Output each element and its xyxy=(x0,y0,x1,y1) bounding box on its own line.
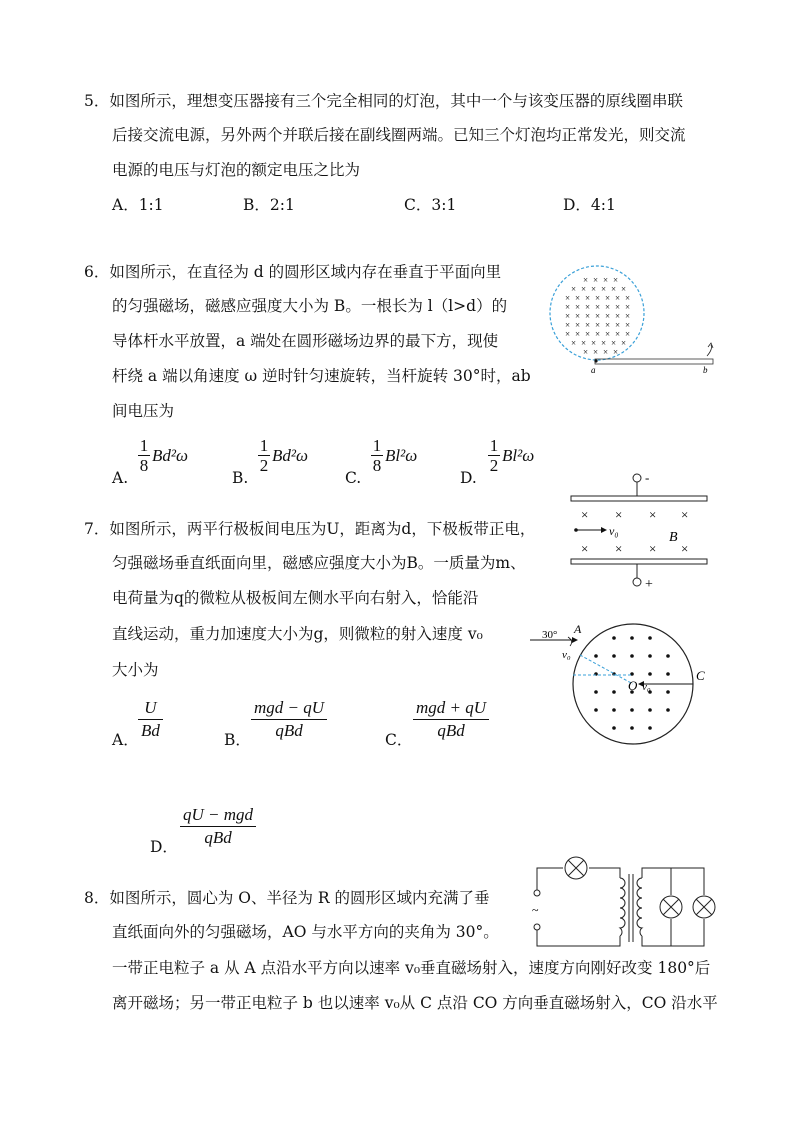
field-cross: × xyxy=(575,311,581,321)
field-dot xyxy=(630,726,634,730)
svg-text:×: × xyxy=(615,507,623,522)
q6-line-2: 的匀强磁场，磁感应强度大小为 B。一根长为 l（l>d）的 xyxy=(112,297,508,315)
field-cross: × xyxy=(575,320,581,330)
rotation-arrow-head xyxy=(708,343,713,348)
q7-parallel-plates-figure xyxy=(565,467,715,597)
secondary-coil xyxy=(637,878,642,936)
v0-c-label: v₀ xyxy=(642,681,651,693)
field-cross: × xyxy=(585,302,591,312)
q7-option-b-formula xyxy=(251,697,327,742)
field-cross: × xyxy=(565,311,571,321)
minus-label: - xyxy=(645,470,650,485)
q5-line-3: 电源的电压与灯泡的额定电压之比为 xyxy=(112,161,361,179)
field-cross: × xyxy=(615,302,621,312)
field-cross: × xyxy=(565,320,571,330)
field-dot xyxy=(594,690,598,694)
v0-label: v₀ xyxy=(609,524,619,538)
field-cross: × xyxy=(625,302,631,312)
q7-option-a-letter[interactable]: A． xyxy=(112,731,139,749)
field-dot xyxy=(648,654,652,658)
field-cross: × xyxy=(611,338,617,348)
q7-a-den: Bd xyxy=(141,721,160,740)
field-cross: × xyxy=(585,329,591,339)
q7-b-den: qBd xyxy=(275,721,303,740)
q6-option-d-letter[interactable]: D. xyxy=(460,469,477,487)
transformer-circuit-figure xyxy=(528,850,718,955)
field-cross: × xyxy=(625,320,631,330)
q6-c-den: 8 xyxy=(372,456,382,475)
field-cross: × xyxy=(625,329,631,339)
field-dot xyxy=(612,726,616,730)
q6-b-den: 2 xyxy=(259,456,269,475)
field-dot xyxy=(630,654,634,658)
pivot-point xyxy=(594,359,597,362)
svg-text:×: × xyxy=(681,541,689,556)
q7-option-b-letter[interactable]: B． xyxy=(224,731,251,749)
q8-line-2: 直纸面向外的匀强磁场，AO 与水平方向的夹角为 30°。 xyxy=(112,923,499,941)
field-cross: × xyxy=(583,347,589,357)
label-b: b xyxy=(703,365,708,375)
svg-text:×: × xyxy=(615,541,623,556)
field-cross: × xyxy=(571,284,577,294)
q6-b-num: 1 xyxy=(259,436,269,455)
field-cross: × xyxy=(585,320,591,330)
field-cross: × xyxy=(625,311,631,321)
field-cross: × xyxy=(615,311,621,321)
q6-c-expr: Bl²ω xyxy=(385,445,418,465)
svg-text:×: × xyxy=(649,507,657,522)
svg-text:×: × xyxy=(581,541,589,556)
field-dot xyxy=(594,654,598,658)
q7-option-c-formula xyxy=(413,697,489,742)
field-cross: × xyxy=(593,275,599,285)
field-dot xyxy=(612,708,616,712)
field-cross: × xyxy=(595,302,601,312)
field-dot xyxy=(612,636,616,640)
q8-line-4: 离开磁场；另一带正电粒子 b 也以速率 v₀从 C 点沿 CO 方向垂直磁场射入，CO 沿水平 xyxy=(112,994,718,1012)
bottom-terminal xyxy=(633,578,641,586)
field-dot xyxy=(594,708,598,712)
field-cross: × xyxy=(605,311,611,321)
q8-circle-field-figure xyxy=(530,600,720,770)
q7-c-den: qBd xyxy=(437,721,465,740)
q6-option-a-letter[interactable]: A. xyxy=(112,469,129,487)
q6-option-c-letter[interactable]: C. xyxy=(345,469,362,487)
q7-option-d-letter[interactable]: D． xyxy=(150,838,178,856)
field-dot xyxy=(612,654,616,658)
q7-line-4: 直线运动，重力加速度大小为g，则微粒的射入速度 v₀ xyxy=(112,625,483,643)
svg-text:×: × xyxy=(581,507,589,522)
field-cross: × xyxy=(591,284,597,294)
q6-line-1: 6．如图所示，在直径为 d 的圆形区域内存在垂直于平面向里 xyxy=(84,263,502,281)
O-label: O xyxy=(628,678,638,693)
field-dot xyxy=(648,726,652,730)
field-cross: × xyxy=(603,347,609,357)
q6-option-b-letter[interactable]: B. xyxy=(232,469,249,487)
q6-option-d-formula xyxy=(488,436,534,475)
q7-c-num: mgd + qU xyxy=(416,698,487,717)
q6-b-expr: Bd²ω xyxy=(272,445,308,465)
field-cross: × xyxy=(625,293,631,303)
q7-line-3: 电荷量为q的微粒从极板间左侧水平向右射入，恰能沿 xyxy=(112,589,479,607)
field-dot xyxy=(648,708,652,712)
primary-wire-bottom xyxy=(537,930,620,946)
q6-option-c-formula xyxy=(371,436,417,475)
field-cross: × xyxy=(565,329,571,339)
AO-line xyxy=(580,655,633,684)
q6-option-a-formula xyxy=(138,436,188,475)
field-cross: × xyxy=(615,320,621,330)
q5-option-a[interactable]: A．1:1 xyxy=(112,196,164,214)
field-cross: × xyxy=(605,302,611,312)
q7-line-1: 7．如图所示，两平行极板间电压为U，距离为d，下极板带正电， xyxy=(84,520,536,538)
field-cross: × xyxy=(605,320,611,330)
q7-a-num: U xyxy=(144,698,157,717)
field-cross: × xyxy=(583,275,589,285)
field-cross: × xyxy=(571,338,577,348)
field-dot xyxy=(630,708,634,712)
field-cross: × xyxy=(585,311,591,321)
q5-option-c[interactable]: C．3:1 xyxy=(404,196,457,214)
field-cross: × xyxy=(603,275,609,285)
q7-option-d-formula xyxy=(180,804,256,849)
q6-line-3: 导体杆水平放置，a 端处在圆形磁场边界的最下方，现使 xyxy=(112,332,499,350)
ac-terminal-bottom xyxy=(534,924,540,930)
q8-line-3: 一带正电粒子 a 从 A 点沿水平方向以速率 v₀垂直磁场射入，速度方向刚好改变 180°后 xyxy=(112,959,711,977)
svg-text:×: × xyxy=(649,541,657,556)
field-cross: × xyxy=(611,284,617,294)
q5-option-b[interactable]: B．2:1 xyxy=(243,196,295,214)
bottom-plate xyxy=(571,559,707,564)
field-cross: × xyxy=(581,338,587,348)
field-cross: × xyxy=(595,311,601,321)
field-cross: × xyxy=(621,338,627,348)
field-crosses xyxy=(565,275,630,357)
label-a: a xyxy=(591,365,596,375)
primary-wire-top-left xyxy=(537,868,563,890)
field-cross: × xyxy=(615,293,621,303)
q5-line-2: 后接交流电源，另外两个并联后接在副线圈两端。已知三个灯泡均正常发光，则交流 xyxy=(112,126,686,144)
q8-line-1: 8．如图所示，圆心为 O、半径为 R 的圆形区域内充满了垂 xyxy=(84,889,490,907)
rotation-arrow xyxy=(707,345,712,356)
field-cross: × xyxy=(593,347,599,357)
q6-line-4: 杆绕 a 端以角速度 ω 逆时针匀速旋转，当杆旋转 30°时，ab xyxy=(112,367,531,385)
primary-coil xyxy=(620,878,625,936)
field-cross: × xyxy=(595,329,601,339)
field-cross: × xyxy=(595,293,601,303)
field-dot xyxy=(666,690,670,694)
field-dot xyxy=(666,654,670,658)
velocity-arrowhead xyxy=(601,527,607,533)
q6-d-den: 2 xyxy=(489,456,499,475)
field-cross: × xyxy=(621,284,627,294)
q7-line-2: 匀强磁场垂直纸面向里，磁感应强度大小为B。一质量为m、 xyxy=(112,554,526,572)
field-cross: × xyxy=(591,338,597,348)
q6-a-num: 1 xyxy=(139,436,149,455)
q7-d-num: qU − mgd xyxy=(183,805,254,824)
q5-line-1: 5．如图所示，理想变压器接有三个完全相同的灯泡，其中一个与该变压器的原线圈串联 xyxy=(84,92,683,110)
svg-text:×: × xyxy=(681,507,689,522)
field-cross: × xyxy=(565,302,571,312)
field-dot xyxy=(630,636,634,640)
ac-symbol: ~ xyxy=(532,903,539,917)
angle-arc xyxy=(568,637,572,646)
field-dot xyxy=(648,672,652,676)
field-cross: × xyxy=(585,293,591,303)
field-cross: × xyxy=(565,293,571,303)
C-label: C xyxy=(696,668,705,683)
primary-wire-top-right xyxy=(589,868,620,878)
top-plate xyxy=(571,496,707,501)
field-cross: × xyxy=(601,284,607,294)
q5-option-d[interactable]: D．4:1 xyxy=(563,196,616,214)
field-cross: × xyxy=(605,329,611,339)
q7-b-num: mgd − qU xyxy=(254,698,325,717)
angle-label: 30° xyxy=(542,629,558,641)
q7-option-a-formula xyxy=(138,697,163,742)
field-cross: × xyxy=(613,347,619,357)
top-terminal xyxy=(633,474,641,482)
field-dot xyxy=(648,636,652,640)
A-label: A xyxy=(574,622,582,636)
q6-circle-field-figure xyxy=(545,265,725,380)
B-label: B xyxy=(669,530,678,545)
field-dot xyxy=(666,672,670,676)
field-cross: × xyxy=(601,338,607,348)
q7-line-5: 大小为 xyxy=(112,661,159,679)
field-cross: × xyxy=(581,284,587,294)
q7-option-c-letter[interactable]: C． xyxy=(385,731,413,749)
field-cross: × xyxy=(575,293,581,303)
q6-d-num: 1 xyxy=(489,436,499,455)
field-cross: × xyxy=(605,293,611,303)
q7-d-den: qBd xyxy=(204,828,232,847)
field-dot xyxy=(666,708,670,712)
q6-c-num: 1 xyxy=(372,436,382,455)
conductor-rod xyxy=(595,359,713,364)
secondary-wire-top xyxy=(642,868,704,895)
q6-option-b-formula xyxy=(258,436,308,475)
field-cross: × xyxy=(595,320,601,330)
q6-line-5: 间电压为 xyxy=(112,402,175,420)
secondary-wire-bottom xyxy=(642,919,704,946)
field-cross: × xyxy=(613,275,619,285)
field-cross: × xyxy=(615,329,621,339)
q6-d-expr: Bl²ω xyxy=(502,445,535,465)
v0-a-label: v₀ xyxy=(562,649,571,661)
incoming-a-arrowhead xyxy=(572,637,578,643)
plus-label: + xyxy=(645,577,653,592)
q6-a-expr: Bd²ω xyxy=(152,445,188,465)
field-dot xyxy=(612,690,616,694)
ac-terminal-top xyxy=(534,890,540,896)
field-cross: × xyxy=(575,329,581,339)
q6-a-den: 8 xyxy=(139,456,149,475)
field-cross: × xyxy=(575,302,581,312)
